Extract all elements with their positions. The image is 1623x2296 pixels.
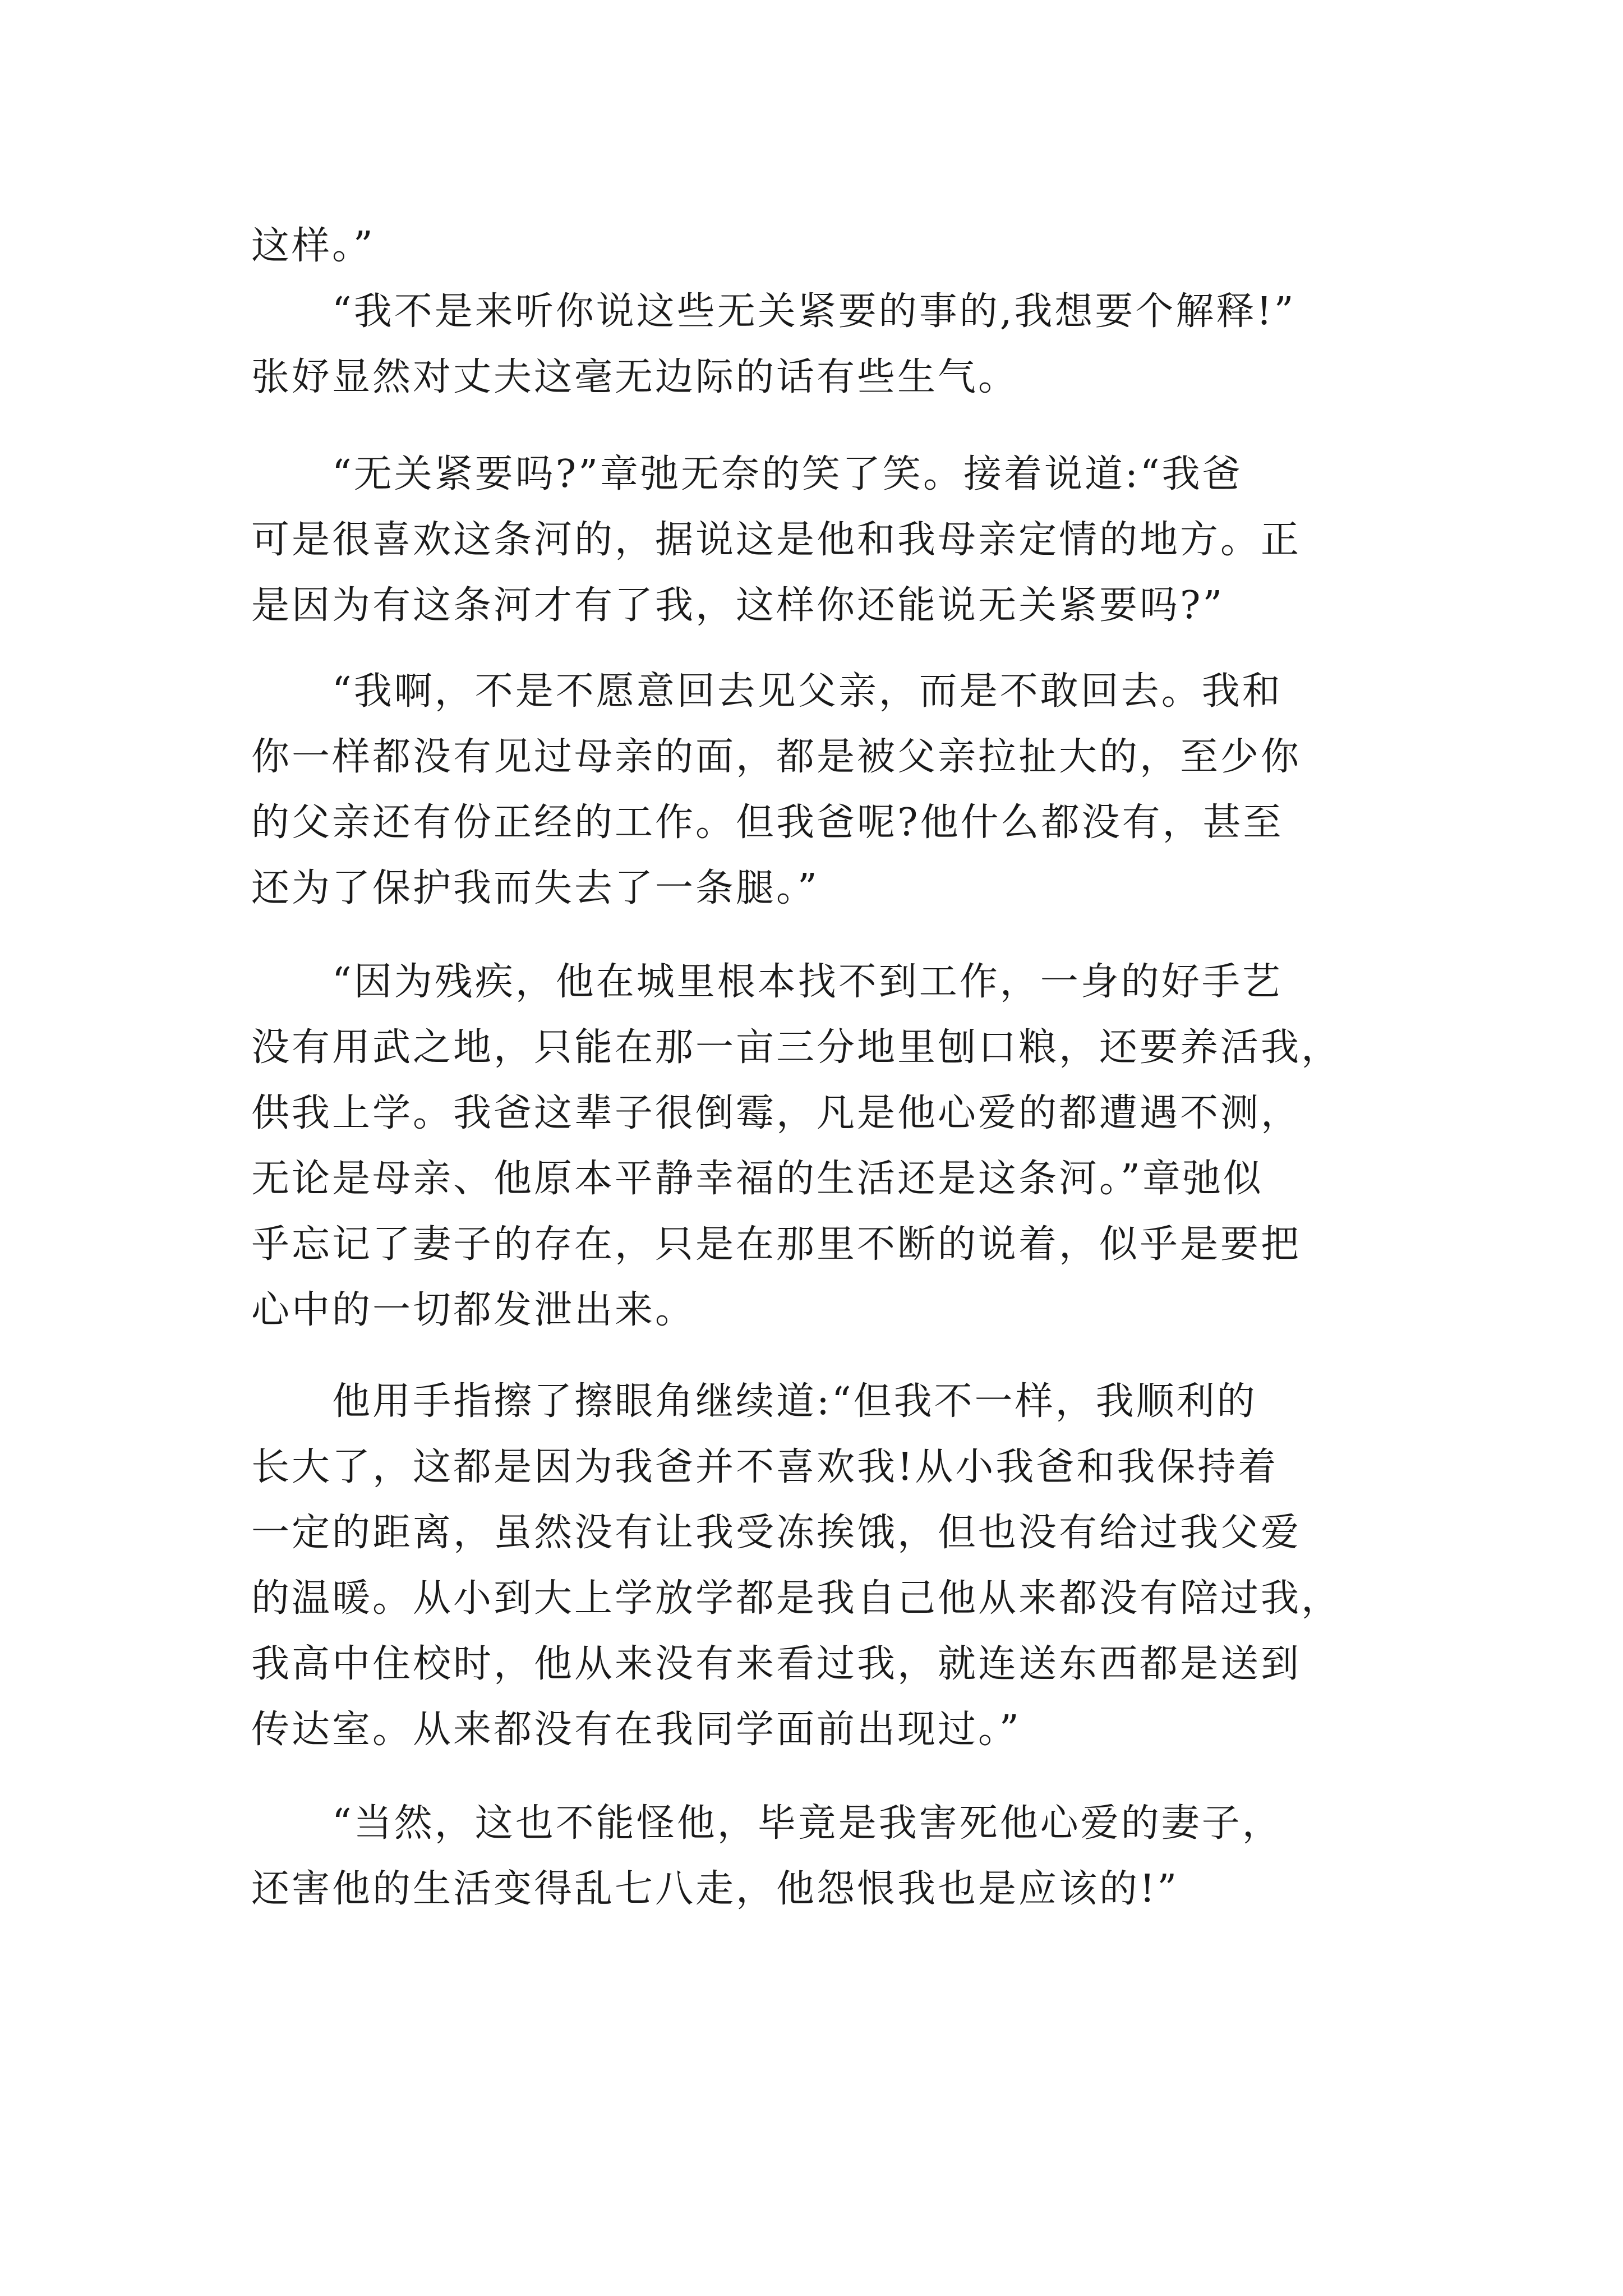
text-line: “因为残疾，他在城里根本找不到工作，一身的好手艺	[332, 960, 1283, 1004]
text-line: “我啊，不是不愿意回去见父亲，而是不敢回去。我和	[332, 669, 1283, 714]
text-line: 这样。”	[251, 224, 375, 268]
text-line: 还为了保护我而失去了一条腿。”	[251, 866, 819, 910]
text-line: 长大了，这都是因为我爸并不喜欢我!从小我爸和我保持着	[251, 1445, 1279, 1489]
text-line: 无论是母亲、他原本平静幸福的生活还是这条河。”章弛似	[251, 1157, 1264, 1201]
text-line: 乎忘记了妻子的存在，只是在那里不断的说着，似乎是要把	[251, 1222, 1302, 1267]
text-line: 张妤显然对丈夫这毫无边际的话有些生气。	[251, 355, 1019, 399]
text-line: 的温暖。从小到大上学放学都是我自己他从来都没有陪过我，	[251, 1576, 1342, 1621]
text-line: 是因为有这条河才有了我，这样你还能说无关紧要吗?”	[251, 583, 1225, 628]
text-line: 还害他的生活变得乱七八走，他怨恨我也是应该的!”	[251, 1867, 1179, 1911]
text-line: 心中的一切都发泄出来。	[251, 1288, 696, 1332]
text-line: “无关紧要吗?”章弛无奈的笑了笑。接着说道:“我爸	[332, 452, 1243, 496]
text-line: 供我上学。我爸这辈子很倒霉，凡是他心爱的都遭遇不测，	[251, 1091, 1302, 1135]
text-line: 可是很喜欢这条河的，据说这是他和我母亲定情的地方。正	[251, 518, 1302, 562]
text-line: 没有用武之地，只能在那一亩三分地里刨口粮，还要养活我，	[251, 1025, 1342, 1070]
text-line: 的父亲还有份正经的工作。但我爸呢?他什么都没有，甚至	[251, 800, 1284, 845]
text-line: 传达室。从来都没有在我同学面前出现过。”	[251, 1708, 1021, 1752]
text-line: 我高中住校时，他从来没有来看过我，就连送东西都是送到	[251, 1642, 1302, 1686]
text-line: “我不是来听你说这些无关紧要的事的,我想要个解释!”	[332, 289, 1296, 334]
text-line: “当然，这也不能怪他，毕竟是我害死他心爱的妻子，	[332, 1801, 1283, 1846]
text-line: 他用手指擦了擦眼角继续道:“但我不一样，我顺利的	[332, 1379, 1257, 1424]
text-line: 你一样都没有见过母亲的面，都是被父亲拉扯大的，至少你	[251, 735, 1302, 779]
text-line: 一定的距离，虽然没有让我受冻挨饿，但也没有给过我父爱	[251, 1511, 1302, 1555]
